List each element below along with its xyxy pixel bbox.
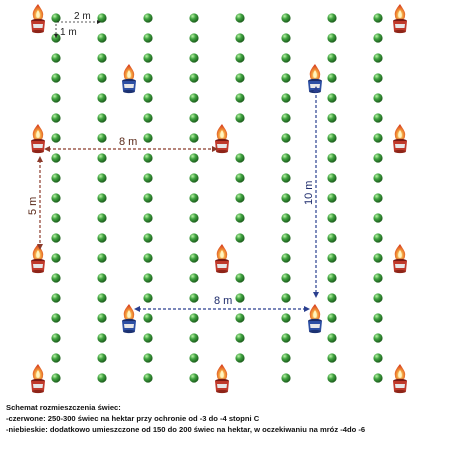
dim-blue-horizontal-label: 8 m	[214, 295, 233, 307]
plant-dot	[281, 213, 290, 222]
plant-dot	[189, 113, 198, 122]
red-fire-candle-icon	[31, 364, 45, 393]
plant-dot	[189, 273, 198, 282]
plant-dot	[143, 353, 152, 362]
plant-dot	[373, 113, 382, 122]
plant-dot	[235, 313, 244, 322]
plant-dot	[327, 193, 336, 202]
plant-dot	[97, 53, 106, 62]
plant-dot	[97, 173, 106, 182]
plant-dot	[281, 53, 290, 62]
plant-dot	[327, 93, 336, 102]
plant-dot	[281, 253, 290, 262]
red-fire-candle-icon	[31, 4, 45, 33]
plant-dot	[51, 153, 60, 162]
plant-dot	[281, 373, 290, 382]
plant-dot	[327, 133, 336, 142]
plant-dot	[373, 373, 382, 382]
plant-dot	[189, 153, 198, 162]
plant-dot	[189, 173, 198, 182]
plant-dot	[235, 53, 244, 62]
plant-dot	[51, 313, 60, 322]
plant-dot	[327, 113, 336, 122]
plant-dot	[235, 333, 244, 342]
plant-dot	[235, 213, 244, 222]
plant-dot	[327, 233, 336, 242]
plant-dot	[51, 93, 60, 102]
plant-dot	[51, 273, 60, 282]
plant-dot	[97, 373, 106, 382]
plant-dot	[373, 213, 382, 222]
plant-dot	[281, 273, 290, 282]
plant-dot	[235, 73, 244, 82]
plant-dot	[327, 253, 336, 262]
plant-dot	[327, 53, 336, 62]
blue-fire-candle-icon	[122, 64, 136, 93]
plant-dot	[97, 33, 106, 42]
plant-dot	[373, 153, 382, 162]
plant-dot	[143, 13, 152, 22]
plant-dot	[189, 373, 198, 382]
dim-1m-label: 1 m	[60, 27, 77, 38]
caption-red-line: -czerwone: 250-300 świec na hektar przy ochronie od -3 do -4 stopni C	[6, 414, 260, 423]
plant-dot	[143, 273, 152, 282]
plant-dot	[327, 213, 336, 222]
dim-red-horizontal-label: 8 m	[119, 136, 138, 148]
caption-title: Schemat rozmieszczenia świec:	[6, 403, 121, 412]
red-fire-candle-icon	[393, 364, 407, 393]
plant-dot	[281, 153, 290, 162]
plant-dot	[235, 233, 244, 242]
dim-blue-vertical-label: 10 m	[303, 180, 315, 205]
plant-dot	[97, 153, 106, 162]
dim-blue-vertical	[303, 86, 319, 298]
plant-dot	[235, 93, 244, 102]
plant-dot	[143, 333, 152, 342]
plant-dot	[189, 333, 198, 342]
plant-dot	[281, 333, 290, 342]
plant-dot	[373, 233, 382, 242]
plant-dot	[143, 113, 152, 122]
plant-dot	[373, 253, 382, 262]
plant-dot	[373, 13, 382, 22]
plant-dot	[51, 73, 60, 82]
plant-dot	[327, 13, 336, 22]
plant-dot	[51, 173, 60, 182]
plant-dot	[327, 33, 336, 42]
plant-dot	[235, 153, 244, 162]
dim-red-vertical	[27, 156, 43, 250]
plant-dot	[327, 273, 336, 282]
plant-dot	[281, 233, 290, 242]
red-fire-candle-icon	[393, 4, 407, 33]
plant-dot	[373, 293, 382, 302]
plant-dot	[327, 333, 336, 342]
dim-2m-label: 2 m	[74, 11, 91, 22]
plant-dot	[97, 253, 106, 262]
plant-dot	[281, 173, 290, 182]
plant-dot	[143, 133, 152, 142]
plant-dot	[327, 153, 336, 162]
plant-dot	[51, 373, 60, 382]
plant-dot	[97, 293, 106, 302]
candles-layer	[31, 4, 407, 393]
plant-dot	[143, 233, 152, 242]
plant-dot	[189, 53, 198, 62]
plant-dot	[97, 233, 106, 242]
plant-dot	[235, 293, 244, 302]
plant-dot	[51, 293, 60, 302]
red-fire-candle-icon	[215, 244, 229, 273]
plant-dot	[97, 73, 106, 82]
plant-dot	[97, 273, 106, 282]
plant-dot	[51, 53, 60, 62]
plant-dot	[189, 33, 198, 42]
plant-dot	[281, 293, 290, 302]
red-fire-candle-icon	[393, 244, 407, 273]
plant-dot	[189, 313, 198, 322]
plant-dot	[189, 353, 198, 362]
plant-dot	[189, 133, 198, 142]
dim-2m	[57, 11, 101, 24]
plant-dot	[143, 153, 152, 162]
plant-dot	[281, 313, 290, 322]
plant-dot	[97, 313, 106, 322]
plant-dot	[189, 213, 198, 222]
plant-dot	[143, 313, 152, 322]
red-fire-candle-icon	[393, 124, 407, 153]
plant-dot	[143, 53, 152, 62]
plant-dot	[143, 93, 152, 102]
plant-dot	[97, 193, 106, 202]
plant-dot	[327, 173, 336, 182]
plant-dot	[189, 253, 198, 262]
plant-dot	[327, 73, 336, 82]
plant-dot	[373, 353, 382, 362]
blue-fire-candle-icon	[308, 304, 322, 333]
plant-dot	[373, 193, 382, 202]
plant-dot	[281, 13, 290, 22]
plant-dot	[143, 213, 152, 222]
blue-fire-candle-icon	[122, 304, 136, 333]
plant-dot	[235, 113, 244, 122]
plant-dot	[189, 193, 198, 202]
plant-dot	[97, 133, 106, 142]
plant-dot	[373, 273, 382, 282]
plant-dot	[97, 93, 106, 102]
plant-dot	[51, 213, 60, 222]
plant-dot	[235, 193, 244, 202]
plant-dot	[327, 353, 336, 362]
plant-dot	[281, 353, 290, 362]
plant-dot	[189, 73, 198, 82]
plant-dot	[373, 173, 382, 182]
plant-dot	[373, 333, 382, 342]
plant-dot	[281, 73, 290, 82]
plant-dot	[373, 33, 382, 42]
plant-dot	[373, 313, 382, 322]
plant-dot	[51, 113, 60, 122]
plant-dot	[143, 193, 152, 202]
plant-dot	[373, 133, 382, 142]
plant-dot	[235, 173, 244, 182]
plant-dot	[189, 293, 198, 302]
plant-dot	[373, 93, 382, 102]
plant-dot	[143, 173, 152, 182]
plant-dot	[143, 33, 152, 42]
plant-dot	[235, 13, 244, 22]
plant-dot	[51, 353, 60, 362]
plant-dot	[51, 13, 60, 22]
plant-dot	[373, 73, 382, 82]
plant-dot	[97, 333, 106, 342]
plant-dot	[235, 273, 244, 282]
plant-dot	[143, 253, 152, 262]
plant-dots-grid	[51, 13, 382, 382]
red-fire-candle-icon	[31, 244, 45, 273]
plant-dot	[327, 373, 336, 382]
plant-dot	[97, 353, 106, 362]
dim-red-vertical-label: 5 m	[27, 196, 39, 215]
caption-blue-line: -niebieskie: dodatkowo umieszczone od 150 do 200 świec na hektar, w oczekiwaniu na mróz -4do -6	[6, 425, 366, 434]
plant-dot	[189, 13, 198, 22]
plant-dot	[51, 233, 60, 242]
plant-dot	[97, 213, 106, 222]
plant-dot	[51, 253, 60, 262]
plant-dot	[189, 233, 198, 242]
plant-dot	[97, 113, 106, 122]
red-fire-candle-icon	[31, 124, 45, 153]
plant-dot	[143, 373, 152, 382]
plant-dot	[235, 33, 244, 42]
plant-dot	[281, 33, 290, 42]
plant-dot	[281, 193, 290, 202]
plant-dot	[143, 293, 152, 302]
plant-dot	[281, 113, 290, 122]
plant-dot	[327, 293, 336, 302]
plant-dot	[281, 133, 290, 142]
plant-dot	[51, 193, 60, 202]
plant-dot	[189, 93, 198, 102]
plant-dot	[235, 353, 244, 362]
plant-dot	[327, 313, 336, 322]
plant-dot	[143, 73, 152, 82]
plant-dot	[51, 333, 60, 342]
red-fire-candle-icon	[215, 364, 229, 393]
caption	[6, 402, 446, 435]
plant-dot	[281, 93, 290, 102]
plant-dot	[51, 133, 60, 142]
plant-dot	[373, 53, 382, 62]
